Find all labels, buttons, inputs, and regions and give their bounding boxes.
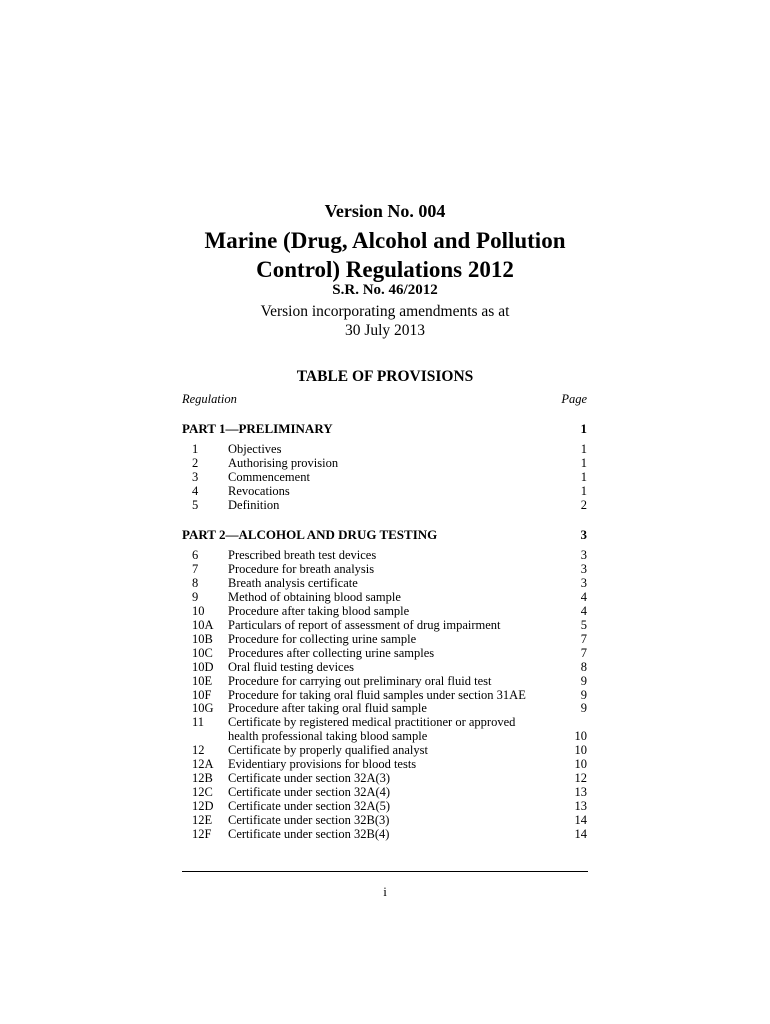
- regulation-title: Procedure for carrying out preliminary oral fluid test: [228, 673, 492, 688]
- regulation-number: 10B: [192, 631, 213, 646]
- regulation-number: 7: [192, 561, 199, 576]
- regulation-page: 4: [580, 603, 587, 618]
- regulation-page: 4: [580, 589, 587, 604]
- version-number: Version No. 004: [324, 201, 446, 221]
- regulation-page: 1: [580, 455, 587, 470]
- regulation-title: Breath analysis certificate: [228, 575, 358, 590]
- regulation-title: Certificate under section 32B(4): [228, 827, 390, 841]
- toc-entry[interactable]: [182, 442, 587, 456]
- title-line-1: Marine (Drug, Alcohol and Pollution: [204, 228, 566, 253]
- regulation-title: Authorising provision: [228, 455, 339, 470]
- regulation-title: Procedure for taking oral fluid samples under section 31AE: [228, 687, 526, 702]
- toc-entry[interactable]: [182, 715, 587, 729]
- toc-entry[interactable]: [182, 562, 587, 576]
- regulation-title: Particulars of report of assessment of drug impairment: [228, 617, 501, 632]
- regulation-page: 7: [580, 631, 587, 646]
- regulation-title: Definition: [228, 497, 280, 512]
- toc-entry[interactable]: [182, 646, 587, 660]
- part-title: PART 2—ALCOHOL AND DRUG TESTING: [182, 527, 438, 542]
- regulation-number: 10D: [192, 659, 214, 674]
- part-heading[interactable]: [182, 527, 587, 543]
- regulation-title: Method of obtaining blood sample: [228, 589, 401, 604]
- regulation-page: 7: [580, 645, 587, 660]
- column-header-page: Page: [561, 392, 587, 406]
- regulation-page: 1: [580, 483, 587, 498]
- regulation-number: 6: [192, 548, 199, 562]
- regulation-number: 12D: [192, 799, 214, 814]
- regulation-number: 12: [192, 743, 205, 758]
- regulation-number: 5: [192, 497, 199, 512]
- regulation-title: health professional taking blood sample: [228, 729, 428, 744]
- regulation-title: Certificate under section 32A(5): [228, 799, 391, 814]
- page-number: i: [383, 884, 387, 899]
- regulation-number: 3: [192, 469, 199, 484]
- regulation-page: 3: [580, 561, 587, 576]
- toc-entry[interactable]: [182, 548, 587, 562]
- regulation-title: Procedures after collecting urine samples: [228, 645, 435, 660]
- toc-heading: TABLE OF PROVISIONS: [296, 368, 474, 385]
- regulation-page: 10: [574, 757, 587, 772]
- regulation-title: Procedure for collecting urine sample: [228, 631, 417, 646]
- toc-entry[interactable]: [182, 688, 587, 702]
- column-header-regulation: Regulation: [182, 392, 237, 406]
- regulation-page: 14: [574, 827, 587, 841]
- toc-entry[interactable]: [182, 785, 587, 799]
- regulation-number: 11: [192, 715, 205, 730]
- version-incorporating-note: [0, 302, 770, 340]
- regulation-number: 10F: [192, 687, 212, 702]
- toc-entry[interactable]: [182, 590, 587, 604]
- regulation-title: Certificate by properly qualified analyst: [228, 743, 428, 758]
- regulation-page: 3: [580, 548, 587, 562]
- regulation-title: Certificate under section 32B(3): [228, 813, 390, 828]
- title-line-2: Control) Regulations 2012: [256, 257, 514, 282]
- toc-entry[interactable]: [182, 701, 587, 715]
- toc-entry[interactable]: [182, 729, 587, 743]
- regulation-number: 12B: [192, 771, 213, 786]
- toc-entry[interactable]: [182, 498, 587, 512]
- regulation-number: 1: [192, 442, 199, 456]
- regulation-title: Evidentiary provisions for blood tests: [228, 757, 417, 772]
- regulation-title: Prescribed breath test devices: [228, 548, 377, 562]
- toc-entry[interactable]: [182, 604, 587, 618]
- toc-entry[interactable]: [182, 743, 587, 757]
- toc-entry[interactable]: [182, 632, 587, 646]
- regulation-title: Procedure after taking blood sample: [228, 603, 410, 618]
- part-page: 1: [580, 421, 587, 436]
- regulation-title: Procedure after taking oral fluid sample: [228, 701, 427, 716]
- toc-entry[interactable]: [182, 484, 587, 498]
- regulation-title: Certificate by registered medical practitioner or approved: [228, 715, 516, 730]
- regulation-page: 1: [580, 442, 587, 456]
- regulation-number: 4: [192, 483, 199, 498]
- regulation-number: 10C: [192, 645, 213, 660]
- toc-entry[interactable]: [182, 757, 587, 771]
- part-title: PART 1—PRELIMINARY: [182, 421, 333, 436]
- footer-rule: [182, 871, 588, 872]
- regulation-title: Oral fluid testing devices: [228, 659, 355, 674]
- regulation-page: 1: [580, 469, 587, 484]
- toc-entry[interactable]: [182, 674, 587, 688]
- regulation-title: Certificate under section 32A(4): [228, 785, 391, 800]
- regulation-page: 9: [580, 673, 587, 688]
- regulation-page: 14: [574, 813, 587, 828]
- regulation-page: 10: [574, 743, 587, 758]
- toc-entry[interactable]: [182, 827, 587, 841]
- regulation-number: 2: [192, 455, 199, 470]
- part-heading[interactable]: [182, 421, 587, 437]
- regulation-page: 9: [580, 701, 587, 716]
- regulation-page: 12: [574, 771, 587, 786]
- regulation-title: Certificate under section 32A(3): [228, 771, 391, 786]
- regulation-page: 13: [574, 785, 587, 800]
- incorporating-line-2: 30 July 2013: [344, 322, 426, 339]
- regulation-number: 8: [192, 575, 199, 590]
- regulation-number: 10: [192, 603, 205, 618]
- regulation-page: 8: [580, 659, 587, 674]
- regulation-page: 3: [580, 575, 587, 590]
- regulation-number: 12E: [192, 813, 213, 828]
- regulation-number: 12C: [192, 785, 213, 800]
- regulation-number: 9: [192, 589, 199, 604]
- toc-entry[interactable]: [182, 456, 587, 470]
- incorporating-line-1: Version incorporating amendments as at: [260, 303, 510, 320]
- toc-entry[interactable]: [182, 470, 587, 484]
- regulation-title: Revocations: [228, 483, 290, 498]
- document-title: [0, 226, 770, 284]
- regulation-page: 2: [580, 497, 587, 512]
- toc-entry[interactable]: [182, 799, 587, 813]
- toc-entry[interactable]: [182, 576, 587, 590]
- regulation-title: Objectives: [228, 442, 282, 456]
- regulation-page: 13: [574, 799, 587, 814]
- regulation-number: 10E: [192, 673, 213, 688]
- regulation-number: 12F: [192, 827, 212, 841]
- part-page: 3: [580, 527, 587, 542]
- toc-entry[interactable]: [182, 660, 587, 674]
- toc-entry[interactable]: [182, 813, 587, 827]
- regulation-title: Commencement: [228, 469, 310, 484]
- regulation-number: 10G: [192, 701, 214, 716]
- toc-entry[interactable]: [182, 771, 587, 785]
- toc-entry[interactable]: [182, 618, 587, 632]
- regulation-page: 9: [580, 687, 587, 702]
- regulation-page: 10: [574, 729, 587, 744]
- regulation-number: 10A: [192, 617, 214, 632]
- statutory-rule-number: S.R. No. 46/2012: [332, 282, 438, 298]
- regulation-title: Procedure for breath analysis: [228, 561, 375, 576]
- regulation-number: 12A: [192, 757, 214, 772]
- regulation-page: 5: [580, 617, 587, 632]
